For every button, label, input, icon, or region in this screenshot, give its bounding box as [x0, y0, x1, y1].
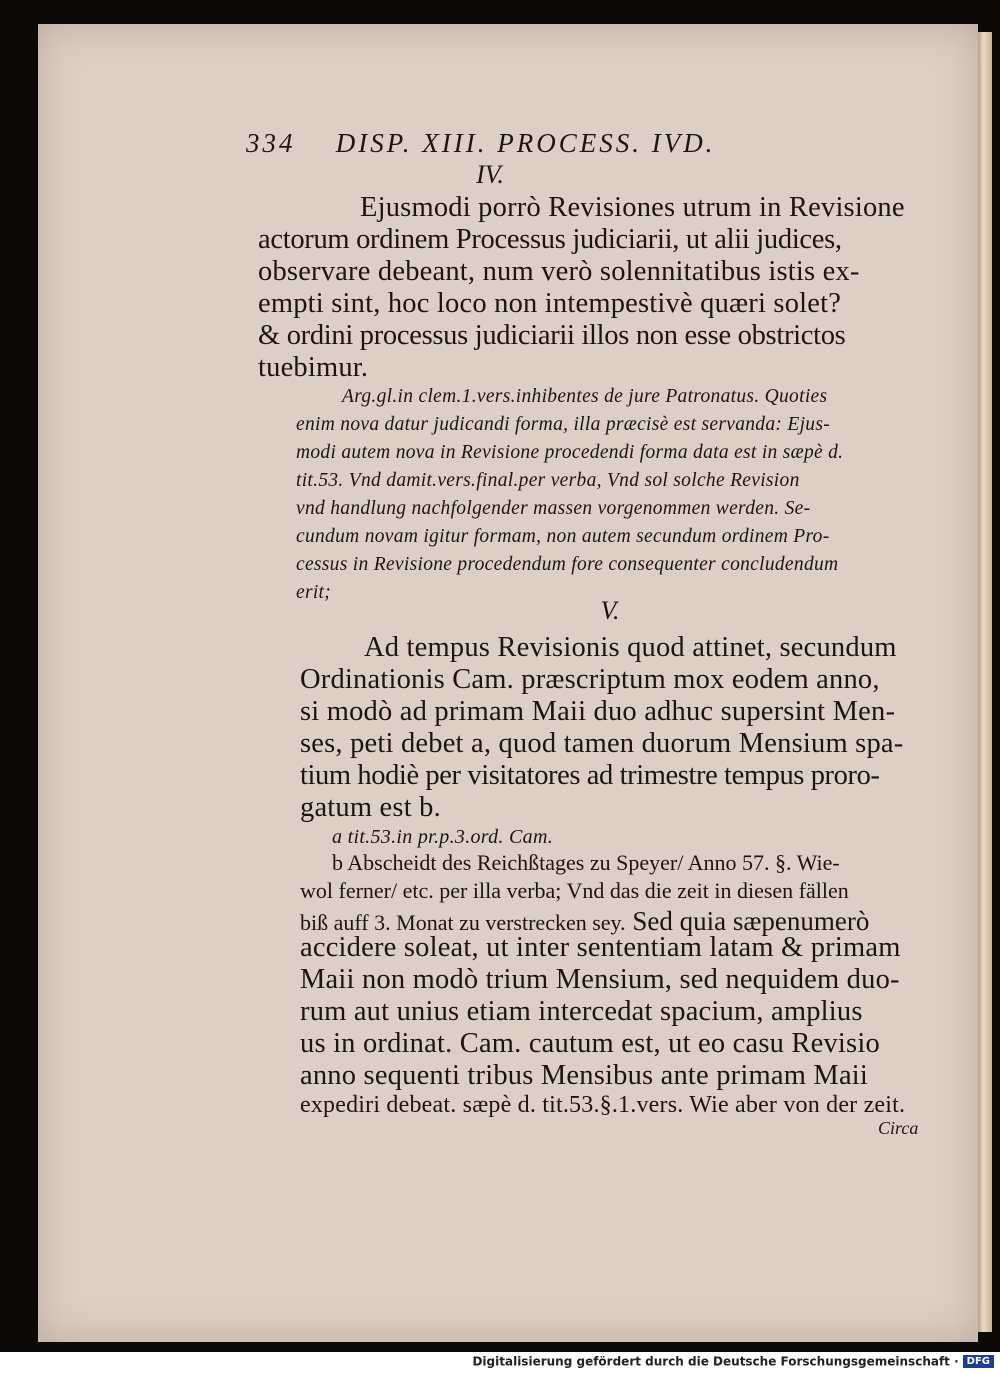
- footer-credit: [0, 1354, 1000, 1374]
- note-line: erit;: [296, 582, 332, 603]
- note-line: cessus in Revisione procedendum fore consequenter concludendum: [296, 554, 839, 575]
- note-line: vnd handlung nachfolgender massen vorgenommen werden. Se-: [296, 498, 811, 519]
- note-line: modi autem nova in Revisione procedendi forma data est in sæpè d.: [296, 442, 844, 463]
- body-line: expediri debeat. sæpè d. tit.53.§.1.vers. Wie aber von der zeit.: [300, 1092, 906, 1118]
- body-line: us in ordinat. Cam. cautum est, ut eo casu Revisio: [300, 1028, 880, 1059]
- footer-credit-text: Digitalisierung gefördert durch die Deutsche Forschungsgemeinschaft ·: [472, 1354, 959, 1369]
- footnote-b-line: b Abscheidt des Reichßtages zu Speyer/ Anno 57. §. Wie-: [332, 850, 840, 875]
- running-title: DISP. XIII. PROCESS. IVD.: [335, 128, 716, 158]
- note-line: cundum novam igitur formam, non autem secundum ordinem Pro-: [296, 526, 830, 547]
- body-line: & ordini processus judiciarii illos non esse obstrictos: [258, 320, 846, 351]
- footnote-b-text: biß auff 3. Monat zu verstrecken sey.: [300, 910, 626, 935]
- body-continuation: Sed quia sæpenumerò: [625, 906, 870, 936]
- body-line: Ordinationis Cam. præscriptum mox eodem anno,: [300, 664, 880, 695]
- note-line: enim nova datur judicandi forma, illa præcisè est servanda: Ejus-: [296, 414, 831, 435]
- section-iv-numeral: IV.: [476, 160, 504, 189]
- body-line: empti sint, hoc loco non intempestivè quæri solet?: [258, 288, 842, 319]
- body-line: actorum ordinem Processus judiciarii, ut alii judices,: [258, 224, 842, 255]
- footnote-a: a tit.53.in pr.p.3.ord. Cam.: [332, 826, 554, 848]
- dfg-logo: DFG: [963, 1355, 994, 1368]
- body-line: ses, peti debet a, quod tamen duorum Mensium spa-: [300, 728, 904, 759]
- running-header: [246, 128, 806, 159]
- catchword: Circa: [878, 1118, 919, 1138]
- body-line: si modò ad primam Maii duo adhuc supersint Men-: [300, 696, 896, 727]
- section-v-numeral: V.: [600, 596, 620, 625]
- body-line: Maii non modò trium Mensium, sed nequidem duo-: [300, 964, 900, 995]
- body-line: gatum est b.: [300, 792, 441, 823]
- body-line: observare debeant, num verò solennitatibus istis ex-: [258, 256, 860, 287]
- body-line: accidere soleat, ut inter sententiam latam & primam: [300, 932, 901, 963]
- note-line: tit.53. Vnd damit.vers.final.per verba, Vnd sol solche Revision: [296, 470, 800, 491]
- body-line: anno sequenti tribus Mensibus ante primam Maii: [300, 1060, 869, 1091]
- body-line: Ejusmodi porrò Revisiones utrum in Revisione: [360, 192, 905, 223]
- page-number: 334: [246, 128, 296, 158]
- note-line: Arg.gl.in clem.1.vers.inhibentes de jure Patronatus. Quoties: [342, 386, 828, 407]
- footnote-b-line: wol ferner/ etc. per illa verba; Vnd das die zeit in diesen fällen: [300, 878, 849, 903]
- body-line: tium hodiè per visitatores ad trimestre tempus proro-: [300, 760, 880, 791]
- body-line: Ad tempus Revisionis quod attinet, secundum: [364, 632, 897, 663]
- body-line: rum aut unius etiam intercedat spacium, amplius: [300, 996, 863, 1027]
- body-line: tuebimur.: [258, 352, 369, 383]
- page-edge: [978, 32, 992, 1332]
